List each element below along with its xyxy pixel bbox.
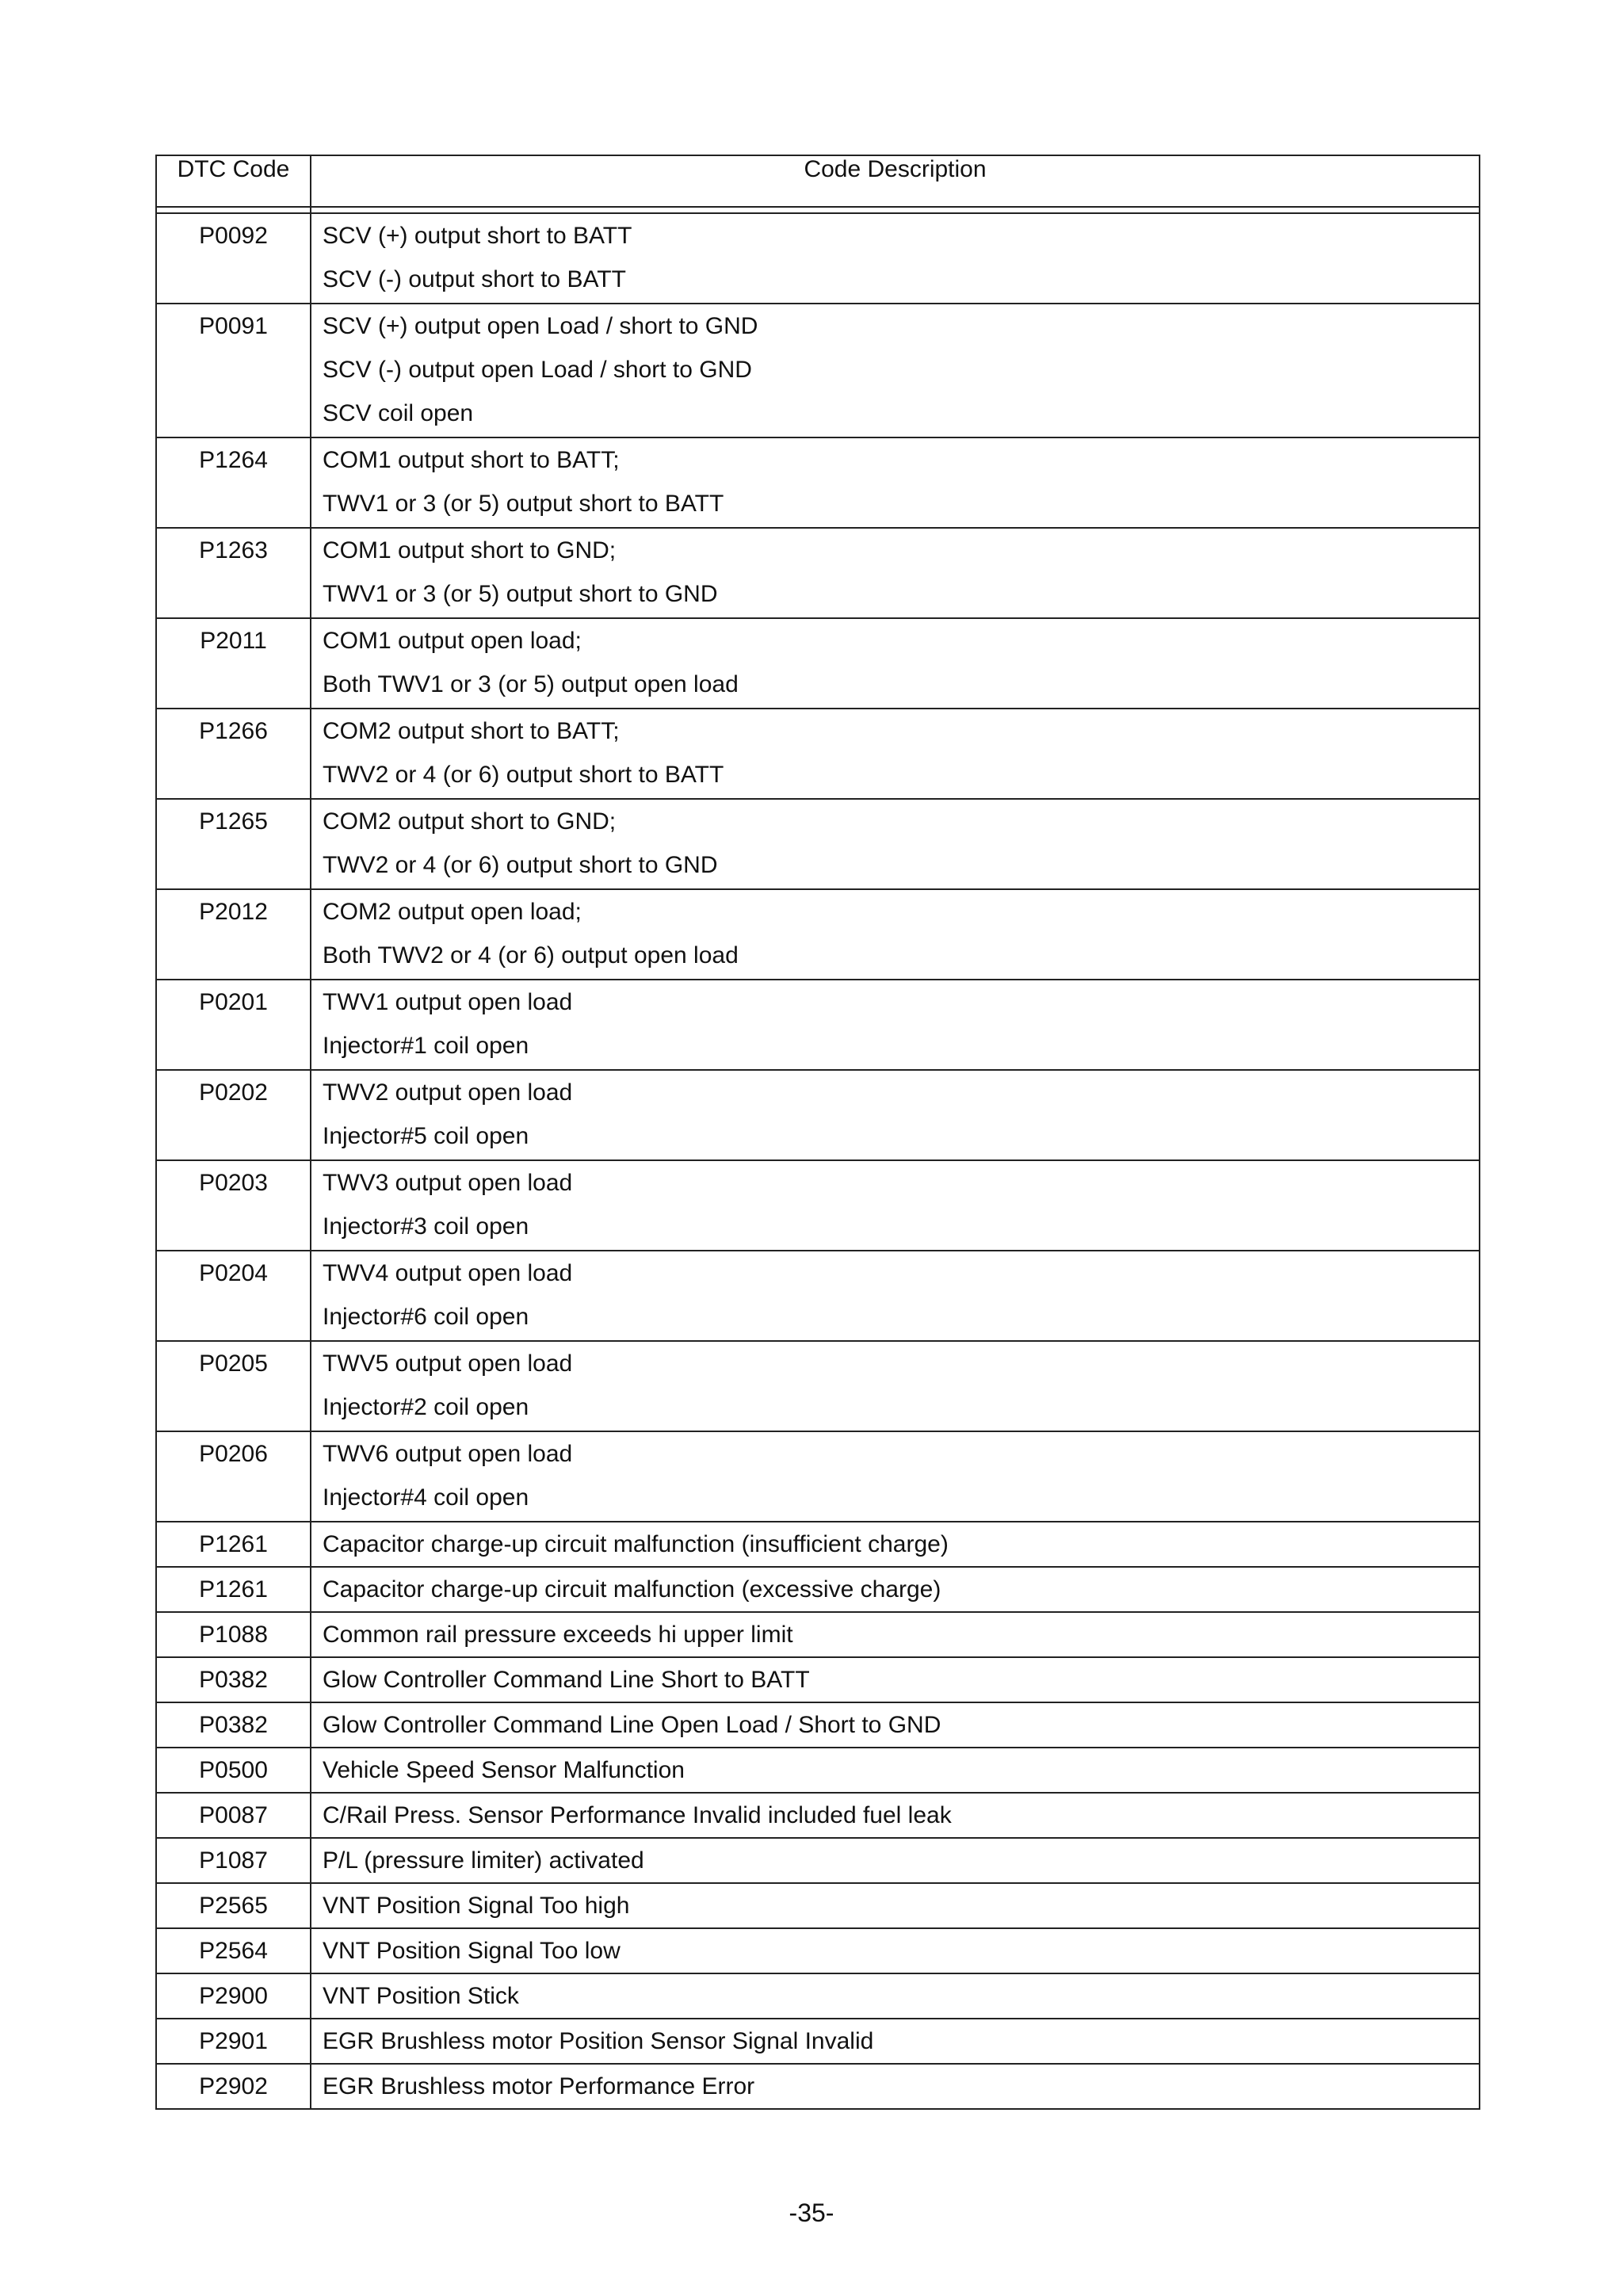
table-row <box>156 618 1480 709</box>
dtc-code-cell <box>156 304 311 437</box>
dtc-code: P1266 <box>199 718 268 744</box>
dtc-code-cell <box>156 799 311 889</box>
dtc-code-cell <box>156 1070 311 1160</box>
table-row <box>156 1251 1480 1341</box>
code-description-cell <box>311 2064 1480 2109</box>
description-line: TWV1 output open load <box>323 989 573 1015</box>
description-line: SCV (-) output short to BATT <box>323 266 626 292</box>
description-line: VNT Position Signal Too low <box>323 1938 621 1964</box>
description-line: TWV3 output open load <box>323 1170 573 1196</box>
code-description-cell <box>311 709 1480 799</box>
dtc-code-cell <box>156 1251 311 1341</box>
dtc-code: P1088 <box>199 1622 268 1648</box>
code-description-cell <box>311 1341 1480 1431</box>
dtc-code-cell <box>156 1657 311 1702</box>
table-row <box>156 1612 1480 1657</box>
description-line: Glow Controller Command Line Open Load / Short to GND <box>323 1712 941 1738</box>
table-row <box>156 213 1480 304</box>
dtc-code-cell <box>156 709 311 799</box>
dtc-code: P0382 <box>199 1712 268 1738</box>
dtc-table <box>155 155 1480 2110</box>
code-description-cell <box>311 437 1480 528</box>
code-description-cell <box>311 1657 1480 1702</box>
dtc-code: P0201 <box>199 989 268 1015</box>
table-row <box>156 1522 1480 1567</box>
description-line: P/L (pressure limiter) activated <box>323 1847 644 1874</box>
dtc-code-cell <box>156 1973 311 2019</box>
table-row <box>156 1567 1480 1612</box>
table-row <box>156 799 1480 889</box>
table-row <box>156 709 1480 799</box>
description-line: EGR Brushless motor Position Sensor Signal Invalid <box>323 2028 874 2054</box>
table-row <box>156 1341 1480 1431</box>
description-line: Glow Controller Command Line Short to BATT <box>323 1667 810 1693</box>
dtc-code: P0202 <box>199 1079 268 1106</box>
dtc-code-cell <box>156 1160 311 1251</box>
table-row <box>156 304 1480 437</box>
description-line: TWV5 output open load <box>323 1350 573 1377</box>
table-row <box>156 1748 1480 1793</box>
dtc-code: P2011 <box>200 628 267 654</box>
dtc-code-cell <box>156 1341 311 1431</box>
code-description-cell <box>311 1612 1480 1657</box>
description-line: Injector#4 coil open <box>323 1484 529 1511</box>
code-description-cell <box>311 618 1480 709</box>
dtc-code: P0382 <box>199 1667 268 1693</box>
code-description-cell <box>311 1522 1480 1567</box>
table-row <box>156 2064 1480 2109</box>
description-line: COM1 output open load; <box>323 628 582 654</box>
description-line: Injector#5 coil open <box>323 1123 529 1149</box>
description-line: Injector#1 coil open <box>323 1033 529 1059</box>
header-dtc-code: DTC Code <box>156 155 311 207</box>
description-line: TWV6 output open load <box>323 1441 573 1467</box>
dtc-code: P0087 <box>199 1802 268 1828</box>
code-description-cell <box>311 1070 1480 1160</box>
dtc-code-cell <box>156 889 311 980</box>
description-line: TWV4 output open load <box>323 1260 573 1286</box>
dtc-code: P0206 <box>199 1441 268 1467</box>
dtc-code: P0205 <box>199 1350 268 1377</box>
dtc-code-cell <box>156 1928 311 1973</box>
description-line: EGR Brushless motor Performance Error <box>323 2073 755 2099</box>
description-line: VNT Position Signal Too high <box>323 1893 630 1919</box>
table-body <box>156 207 1480 2109</box>
table-row <box>156 1928 1480 1973</box>
dtc-code: P1265 <box>199 808 268 835</box>
description-line: Vehicle Speed Sensor Malfunction <box>323 1757 685 1783</box>
description-line: Common rail pressure exceeds hi upper limit <box>323 1622 793 1648</box>
dtc-code-cell <box>156 1838 311 1883</box>
description-line: Capacitor charge-up circuit malfunction (insufficient charge) <box>323 1531 949 1557</box>
dtc-code: P1264 <box>199 447 268 473</box>
dtc-code-cell <box>156 528 311 618</box>
code-description-cell <box>311 980 1480 1070</box>
dtc-code: P2900 <box>199 1983 268 2009</box>
table-row <box>156 1070 1480 1160</box>
table-header-row <box>156 155 1480 207</box>
code-description-cell <box>311 1251 1480 1341</box>
dtc-code-cell <box>156 2019 311 2064</box>
description-line: VNT Position Stick <box>323 1983 519 2009</box>
code-description-cell <box>311 1838 1480 1883</box>
description-line: COM2 output short to BATT; <box>323 718 620 744</box>
code-description-cell <box>311 1748 1480 1793</box>
description-line: C/Rail Press. Sensor Performance Invalid included fuel leak <box>323 1802 952 1828</box>
dtc-code: P2901 <box>199 2028 268 2054</box>
dtc-code: P2565 <box>199 1893 268 1919</box>
dtc-code: P0092 <box>199 223 268 249</box>
dtc-code-cell <box>156 1793 311 1838</box>
dtc-code: P0091 <box>199 313 268 339</box>
description-line: COM2 output short to GND; <box>323 808 617 835</box>
description-line: Injector#6 coil open <box>323 1304 529 1330</box>
table-row <box>156 980 1480 1070</box>
table-row <box>156 2019 1480 2064</box>
dtc-code-cell <box>156 437 311 528</box>
dtc-code-cell <box>156 1748 311 1793</box>
description-line: Both TWV2 or 4 (or 6) output open load <box>323 942 739 968</box>
description-line: TWV1 or 3 (or 5) output short to GND <box>323 581 718 607</box>
description-line: SCV (-) output open Load / short to GND <box>323 357 752 383</box>
dtc-code-cell <box>156 980 311 1070</box>
dtc-code: P2902 <box>199 2073 268 2099</box>
description-line: Injector#3 coil open <box>323 1213 529 1240</box>
dtc-code: P0204 <box>199 1260 268 1286</box>
table-row <box>156 1431 1480 1522</box>
description-line: COM2 output open load; <box>323 899 582 925</box>
header-code-description: Code Description <box>311 155 1480 207</box>
description-line: TWV2 or 4 (or 6) output short to BATT <box>323 762 724 788</box>
description-line: Both TWV1 or 3 (or 5) output open load <box>323 671 739 697</box>
dtc-code: P1261 <box>199 1531 268 1557</box>
code-description-cell <box>311 1793 1480 1838</box>
table-row <box>156 1793 1480 1838</box>
table-row <box>156 1973 1480 2019</box>
code-description-cell <box>311 213 1480 304</box>
table-row <box>156 1838 1480 1883</box>
dtc-code: P1263 <box>199 537 268 563</box>
description-line: SCV coil open <box>323 400 474 426</box>
table-row <box>156 1883 1480 1928</box>
table-row <box>156 528 1480 618</box>
dtc-code-cell <box>156 618 311 709</box>
code-description-cell <box>311 1928 1480 1973</box>
description-line: TWV1 or 3 (or 5) output short to BATT <box>323 491 724 517</box>
dtc-code-cell <box>156 1522 311 1567</box>
code-description-cell <box>311 528 1480 618</box>
table-row <box>156 1657 1480 1702</box>
table-row <box>156 1160 1480 1251</box>
description-line: COM1 output short to BATT; <box>323 447 620 473</box>
dtc-code-cell <box>156 1612 311 1657</box>
dtc-code: P1087 <box>199 1847 268 1874</box>
dtc-code: P0203 <box>199 1170 268 1196</box>
code-description-cell <box>311 2019 1480 2064</box>
description-line: Injector#2 coil open <box>323 1394 529 1420</box>
code-description-cell <box>311 1431 1480 1522</box>
description-line: COM1 output short to GND; <box>323 537 617 563</box>
description-line: SCV (+) output open Load / short to GND <box>323 313 758 339</box>
description-line: SCV (+) output short to BATT <box>323 223 632 249</box>
dtc-code: P2012 <box>199 899 268 925</box>
code-description-cell <box>311 304 1480 437</box>
dtc-code-cell <box>156 1567 311 1612</box>
header-separator <box>156 207 1480 213</box>
page-number: -35- <box>789 2199 834 2227</box>
code-description-cell <box>311 889 1480 980</box>
code-description-cell <box>311 1883 1480 1928</box>
table-row <box>156 889 1480 980</box>
dtc-code: P0500 <box>199 1757 268 1783</box>
code-description-cell <box>311 1160 1480 1251</box>
dtc-code-cell <box>156 1431 311 1522</box>
dtc-code: P2564 <box>199 1938 268 1964</box>
dtc-code-cell <box>156 2064 311 2109</box>
description-line: Capacitor charge-up circuit malfunction (excessive charge) <box>323 1576 941 1603</box>
dtc-code-cell <box>156 1883 311 1928</box>
table-row <box>156 1702 1480 1748</box>
code-description-cell <box>311 1973 1480 2019</box>
code-description-cell <box>311 1567 1480 1612</box>
code-description-cell <box>311 799 1480 889</box>
dtc-code-cell <box>156 1702 311 1748</box>
description-line: TWV2 output open load <box>323 1079 573 1106</box>
description-line: TWV2 or 4 (or 6) output short to GND <box>323 852 718 878</box>
dtc-code: P1261 <box>199 1576 268 1603</box>
code-description-cell <box>311 1702 1480 1748</box>
dtc-code-cell <box>156 213 311 304</box>
table-row <box>156 437 1480 528</box>
